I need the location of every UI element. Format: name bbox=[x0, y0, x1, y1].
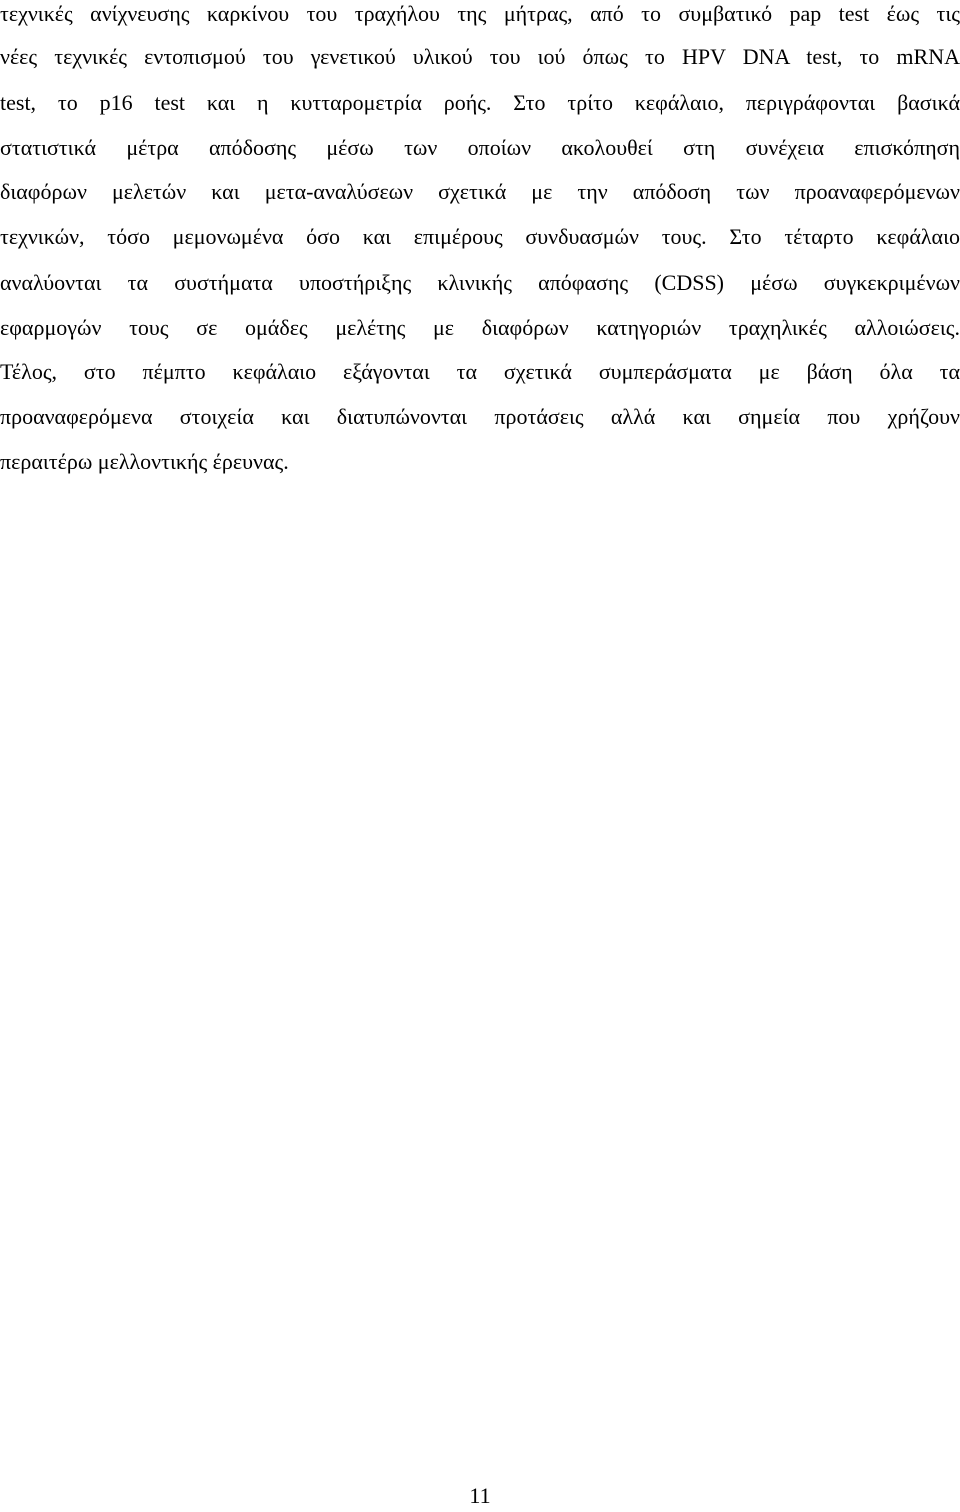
text-line: προαναφερόμενα στοιχεία και διατυπώνονται προτάσεις αλλά και σημεία που χρήζουν bbox=[0, 404, 960, 429]
text-line: νέες τεχνικές εντοπισμού του γενετικού υλικού του ιού όπως το HPV DNA test, το mRNA bbox=[0, 44, 960, 69]
text-line: Τέλος, στο πέμπτο κεφάλαιο εξάγονται τα σχετικά συμπεράσματα με βάση όλα τα bbox=[0, 359, 960, 384]
text-line: τεχνικές ανίχνευσης καρκίνου του τραχήλου της μήτρας, από το συμβατικό pap test έως τις bbox=[0, 1, 960, 26]
page-number: 11 bbox=[469, 1483, 491, 1508]
text-line: εφαρμογών τους σε ομάδες μελέτης με διαφόρων κατηγοριών τραχηλικές αλλοιώσεις. bbox=[0, 315, 960, 340]
text-line: τεχνικών, τόσο μεμονωμένα όσο και επιμέρους συνδυασμών τους. Στο τέταρτο κεφάλαιο bbox=[0, 224, 960, 249]
text-line: αναλύονται τα συστήματα υποστήριξης κλινικής απόφασης (CDSS) μέσω συγκεκριμένων bbox=[0, 270, 960, 295]
text-line: στατιστικά μέτρα απόδοσης μέσω των οποίων ακολουθεί στη συνέχεια επισκόπηση bbox=[0, 135, 960, 160]
text-line: διαφόρων μελετών και μετα-αναλύσεων σχετικά με την απόδοση των προαναφερόμενων bbox=[0, 179, 960, 204]
text-line: test, το p16 test και η κυτταρομετρία ροής. Στο τρίτο κεφάλαιο, περιγράφονται βασικά bbox=[0, 90, 960, 115]
text-line: περαιτέρω μελλοντικής έρευνας. bbox=[0, 449, 289, 474]
